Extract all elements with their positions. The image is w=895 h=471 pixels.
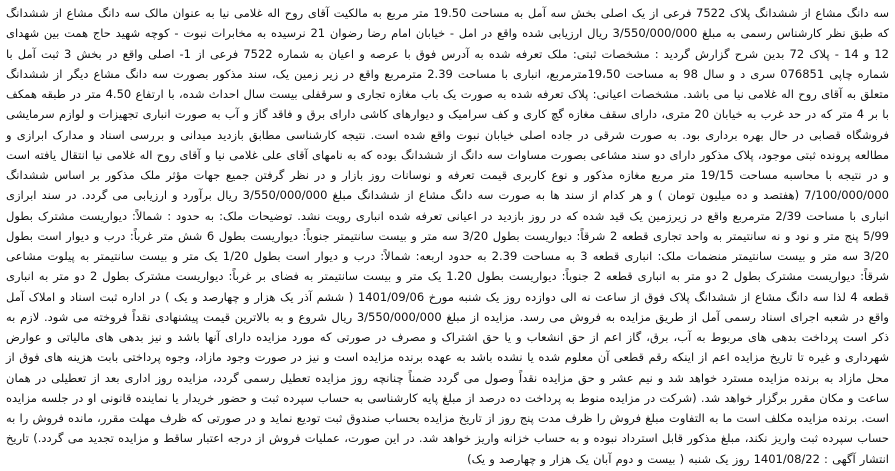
notice-body-text: سه دانگ مشاع از ششدانگ پلاک 7522 فرعی از یک اصلی بخش سه آمل به مساحت 19.50 متر مربع به مالکیت آقای روح اله غلامی نیا به عنوان مالک سه دانگ مشاع از ششدانگ که طبق نظر کارشناس رسمی به مبلغ 3/550/000/000 ریال ارزیابی شده واقع در امل - خیابان امام رضا رضوان 21 نرسیده به مخابرات نبوت - کوچه شهید حاج همت بین شهدای 12 و 14 - پلاک 72 بدین شرح گزارش گردید : مشخصات ثبتی: ملک تعرفه شده به آدرس فوق با عرصه و اعیان به شماره 7522 فرعی از 1- اصلی واقع در بخش 3 ثبت آمل با شماره چاپی 076851 سری د و سال 98 به مساحت 19،50مترمربع، انباری با مساحت 2.39 مترمربع واقع در زیر زمین یک، سند مذکور بصورت سه دانگ مشاع دیگر از ششدانگ متعلق به آقای روح اله غلامی نیا می باشد. مشخصات اعیانی: پلاک تعرفه شده به صورت یک باب مغازه تجاری و سرقفلی بیست سال احداث شده، با ارتفاع 4.50 متر در طبقه همکف با بر 4 متر که در حد غرب به خیابان 20 متری، دارای سقف مغازه گچ کاری و کف سرامیک و دیوارهای کاشی دارای برق و فاقد گاز و آب به صورت انباری تجهیزات و لوازم سرمایشی فروشگاه قصابی در حال بهره برداری بود. به صورت شرقی در جاده اصلی خیابان نبوت واقع شده است. نتیجه کارشناسی مطابق بازدید میدانی و بررسی اسناد و مدارک ابرازی و مطالعه پرونده ثبتی موجود، پلاک مذکور دارای دو سند مشاعی بصورت مساوات سه دانگ از ششدانگ بوده که به نامهای آقای علی غلامی نیا و آقای روح اله غلامی نیا انتقال یافته است و در نتیجه با محاسبه مساحت 19/15 متر مربع مغازه مذکور و نوع کاربری قیمت تعرفه و نوسانات روز بازار و در نظر گرفتن جمیع جهات مؤثر ملک مذکور بر اساس ششدانگ 7/100/000/000 (هفتصد و ده میلیون تومان ) و هر کدام از سند ها به صورت سه دانگ مشاع از ششدانگ مبلغ 3/550/000/000 ریال برآورد و ارزیابی می گردد. در سند ابرازی انباری با مساحت 2/39 مترمربع واقع در زیرزمین یک قید شده که در روز بازدید در اعیانی تعرفه شده انباری رویت نشد. توضیحات ملک: به حدود : شمالاً: دیواریست مشترک بطول 5/99 پنج متر و نود و نه سانتیمتر به واحد تجاری قطعه 2 شرقاً: دیواریست بطول 3/20 سه متر و بیست سانتیمتر جنوباً: دیواریست بطول 6 شش متر غرباً: درب و دیوار است بطول 3/20 سه متر و بیست سانتیمتر منضمات ملک: انباری قطعه 3 به مساحت 2.39 به حدود اربعه: شمالاً: درب و دیوار است بطول 1/20 یک متر و بیست سانتیمتر به پیلوت مشاعی شرقاً: دیواریست مشترک بطول 2 دو متر به انباری قطعه 2 جنوباً: دیواریست بطول 1.20 یک متر و بیست سانتیمتر به فضای بر غرباً: دیواریست مشترک بطول 2 دو متر به انباری قطعه 4 لذا سه دانگ مشاع از ششدانگ پلاک فوق از ساعت نه الی دوازده روز یک شنبه مورخ 1401/09/06 ( ششم آذر یک هزار و چهارصد و یک ) در اداره ثبت اسناد و املاک آمل واقع در شعبه اجرای اسناد رسمی آمل از طریق مزایده به فروش می رسد. مزایده از مبلغ 3/550/000/000 ریال شروع و به بالاترین قیمت پیشنهادی نقداً فروخته می شود. لازم به ذکر است پرداخت بدهی های مربوط به آب، برق، گاز اعم از حق انشعاب و یا حق اشتراک و مصرف در صورتی که مورد مزایده دارای آنها باشد و نیز بدهی های مالیاتی و عوارض شهرداری و غیره تا تاریخ مزایده اعم از اینکه رقم قطعی آن معلوم شده یا نشده باشد به عهده برنده مزایده است و نیز در صورت وجود مازاد، وجوه پرداختی بابت هزینه های فوق از محل مازاد به برنده مزایده مسترد خواهد شد و نیم عشر و حق مزایده نقداً وصول می گردد ضمناً چنانچه روز مزایده تعطیل رسمی گردد، مزایده روز اداری بعد از تعطیلی در همان ساعت و مکان مقرر برگزار خواهد شد. (شرکت در مزایده منوط به پرداخت ده درصد از مبلغ پایه کارشناسی به حساب سپرده ثبت و حضور خریدار یا نماینده قانونی او در جلسه مزایده است. برنده مزایده مکلف است ما به التفاوت مبلغ فروش را ظرف مدت پنج روز از تاریخ مزایده بحساب صندوق ثبت تودیع نماید و در صورتی که ظرف مهلت مقرر، مانده فروش را به حساب سپرده ثبت واریز نکند، مبلغ مذکور قابل استرداد نبوده و به حساب خزانه واریز خواهد شد. در این صورت، عملیات فروش از درجه اعتبار ساقط و مزایده تجدید می گردد.) تاریخ انتشار آگهی : 1401/08/22 روز یک شنبه ( بیست و دوم آبان یک هزار و چهارصد و یک) bbox=[6, 6, 890, 466]
